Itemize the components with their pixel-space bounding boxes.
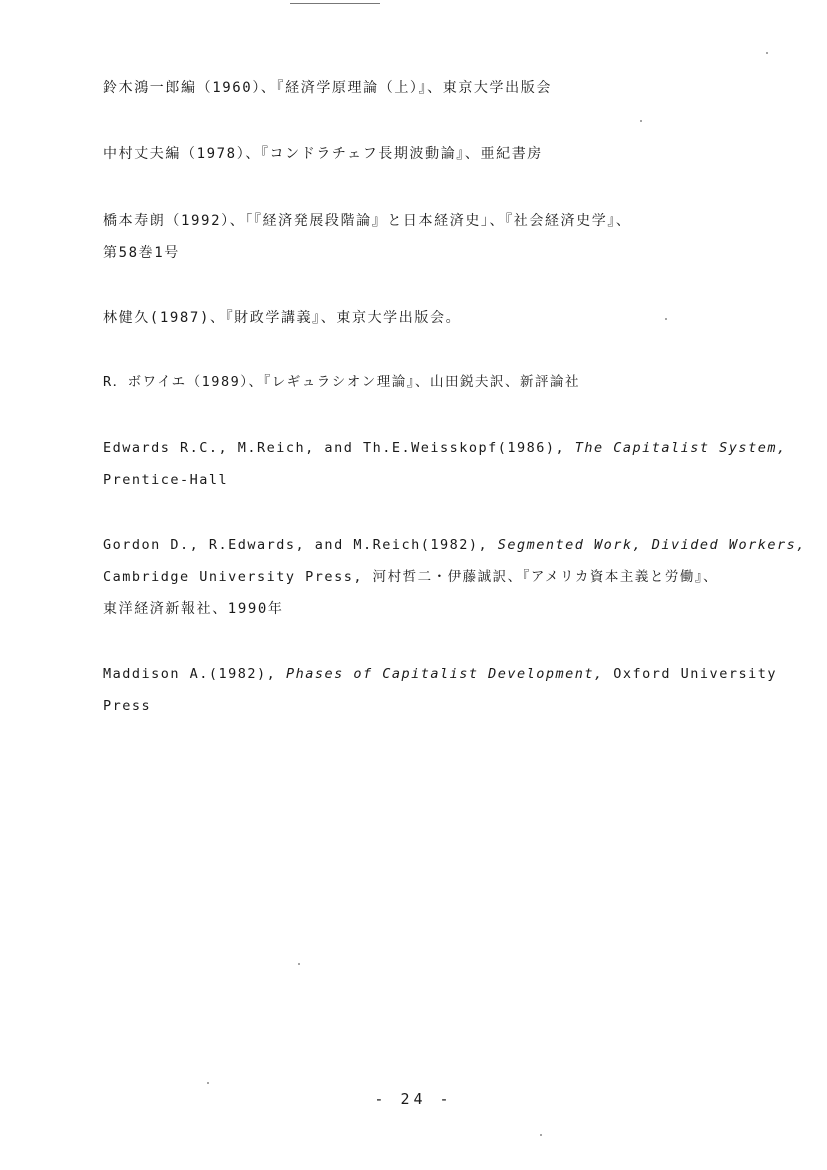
- reference-entry-maddison: [103, 658, 793, 722]
- reference-line: [103, 432, 793, 464]
- reference-text: R．ボワイエ（1989）、『レギュラシオン理論』、山田鋭夫訳、新評論社: [103, 374, 580, 390]
- reference-line: [103, 690, 793, 722]
- reference-line: [103, 138, 793, 170]
- reference-text: 東洋経済新報社、1990年: [103, 601, 284, 617]
- reference-entry-edwards: [103, 432, 793, 496]
- reference-line: [103, 593, 793, 625]
- reference-text: 橋本寿朗（1992）、「『経済発展段階論』と日本経済史」、『社会経済史学』、: [103, 213, 632, 229]
- reference-line: [103, 464, 793, 496]
- reference-text: Oxford University: [603, 666, 777, 682]
- scan-speck: [640, 120, 642, 122]
- reference-text: Edwards R.C., M.Reich, and Th.E.Weisskopf(1986),: [103, 440, 575, 456]
- reference-text: 中村丈夫編（1978）、『コンドラチェフ長期波動論』、亜紀書房: [103, 146, 543, 162]
- scan-speck: [766, 52, 768, 54]
- reference-line: [103, 205, 793, 237]
- page-number: - 24 -: [374, 1090, 453, 1108]
- reference-text: Gordon D., R.Edwards, and M.Reich(1982),: [103, 537, 498, 553]
- reference-entry-nakamura: [103, 138, 793, 170]
- scan-speck: [298, 963, 300, 965]
- reference-title-italic: Phases of Capitalist Development,: [285, 666, 604, 682]
- reference-entry-hashimoto: [103, 205, 793, 269]
- reference-entry-boyer: [103, 366, 793, 398]
- reference-text: 第58巻1号: [103, 245, 180, 261]
- reference-text: 鈴木鴻一郎編（1960）、『経済学原理論（上）』、東京大学出版会: [103, 80, 552, 96]
- reference-line: [103, 529, 806, 561]
- scan-speck: [207, 1082, 209, 1084]
- reference-line: [103, 302, 793, 334]
- reference-title-italic: The Capitalist System,: [574, 440, 787, 456]
- reference-entry-suzuki: [103, 72, 793, 104]
- reference-text: Cambridge University Press, 河村哲二・伊藤誠訳、『アメリカ資本主義と労働』、: [103, 569, 719, 585]
- reference-text: 林健久(1987)、『財政学講義』、東京大学出版会。: [103, 310, 462, 326]
- reference-line: [103, 658, 793, 690]
- scan-artifact: [290, 3, 380, 4]
- reference-line: [103, 237, 793, 269]
- reference-line: [103, 72, 793, 104]
- reference-text: Maddison A.(1982),: [103, 666, 286, 682]
- reference-line: [103, 366, 793, 398]
- reference-title-italic: Segmented Work, Divided Workers,: [497, 537, 806, 553]
- scan-speck: [540, 1134, 542, 1136]
- reference-text: Prentice-Hall: [103, 472, 229, 488]
- reference-entry-hayashi: [103, 302, 793, 334]
- reference-text: Press: [103, 698, 152, 714]
- reference-entry-gordon: [103, 529, 806, 625]
- reference-line: [103, 561, 793, 593]
